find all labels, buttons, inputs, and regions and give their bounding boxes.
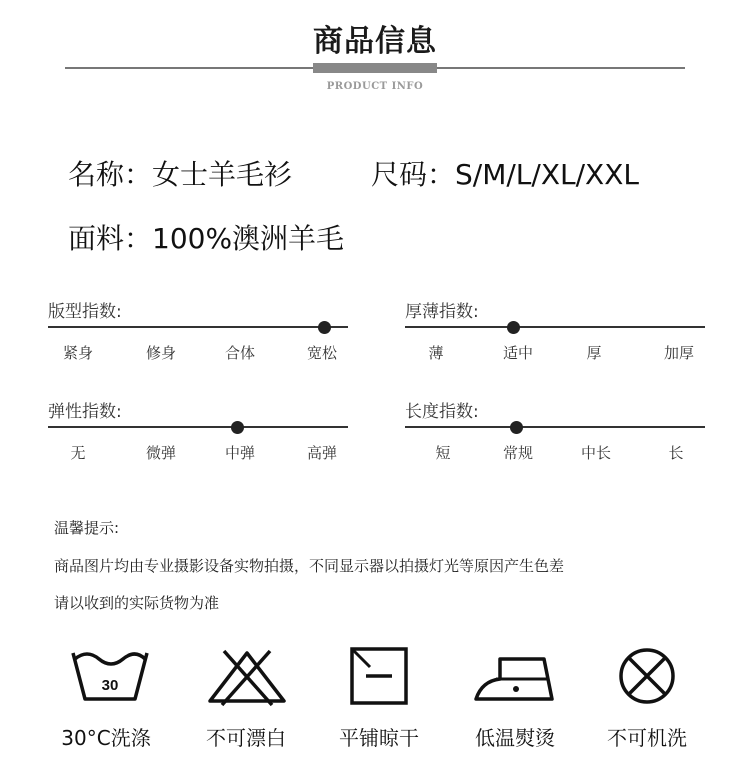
scale-label: 弹性指数: xyxy=(48,402,122,422)
scale-indicator xyxy=(507,321,520,334)
page-subtitle: PRODUCT INFO xyxy=(326,81,424,92)
scale-indicator xyxy=(231,421,244,434)
scale-tick: 合体 xyxy=(224,344,255,362)
scale-tick: 长 xyxy=(668,444,684,462)
page-title: 商品信息 xyxy=(313,24,437,59)
no-bleach-icon xyxy=(202,645,292,707)
scale-label: 厚薄指数: xyxy=(405,302,479,322)
product-size: 尺码：S/M/L/XL/XXL xyxy=(371,158,640,191)
scale-track xyxy=(48,426,348,428)
product-material: 面料：100%澳洲羊毛 xyxy=(68,222,345,255)
tips-line: 请以收到的实际货物为准 xyxy=(54,594,220,612)
scale-tick: 中弹 xyxy=(224,444,255,462)
scale-tick: 加厚 xyxy=(663,344,694,362)
scale-tick: 常规 xyxy=(502,444,533,462)
scale-label: 长度指数: xyxy=(405,402,479,422)
care-label-dry: 平铺晾干 xyxy=(339,726,419,750)
scale-tick: 适中 xyxy=(502,344,533,362)
scale-tick: 中长 xyxy=(580,444,611,462)
scale-tick: 高弹 xyxy=(306,444,337,462)
care-label-wash: 30°C洗涤 xyxy=(61,726,151,750)
tips-heading: 温馨提示: xyxy=(54,519,120,537)
scale-tick: 无 xyxy=(70,444,86,462)
scale-label: 版型指数: xyxy=(48,302,122,322)
scale-tick: 微弹 xyxy=(145,444,176,462)
scale-tick: 薄 xyxy=(428,344,444,362)
scale-tick: 厚 xyxy=(586,344,602,362)
scale-track xyxy=(405,426,705,428)
wash-temp-text: 30 xyxy=(101,677,119,694)
scale-track xyxy=(48,326,348,328)
dry-flat-icon xyxy=(334,645,424,707)
scale-tick: 紧身 xyxy=(62,344,93,362)
title-accent-bar xyxy=(313,63,437,73)
no-machine-wash-icon xyxy=(602,645,692,707)
care-label-iron: 低温熨烫 xyxy=(475,726,555,750)
scale-indicator xyxy=(318,321,331,334)
scale-tick: 短 xyxy=(435,444,451,462)
scale-tick: 宽松 xyxy=(306,344,337,362)
care-label-bleach: 不可漂白 xyxy=(206,726,286,750)
scale-indicator xyxy=(510,421,523,434)
low-iron-icon xyxy=(470,645,560,707)
scale-track xyxy=(405,326,705,328)
product-name: 名称：女士羊毛衫 xyxy=(68,158,293,191)
care-label-machine-wash: 不可机洗 xyxy=(607,726,687,750)
tips-line: 商品图片均由专业摄影设备实物拍摄，不同显示器以拍摄灯光等原因产生色差 xyxy=(54,557,565,575)
wash-30-icon xyxy=(65,645,155,707)
scale-tick: 修身 xyxy=(145,344,176,362)
